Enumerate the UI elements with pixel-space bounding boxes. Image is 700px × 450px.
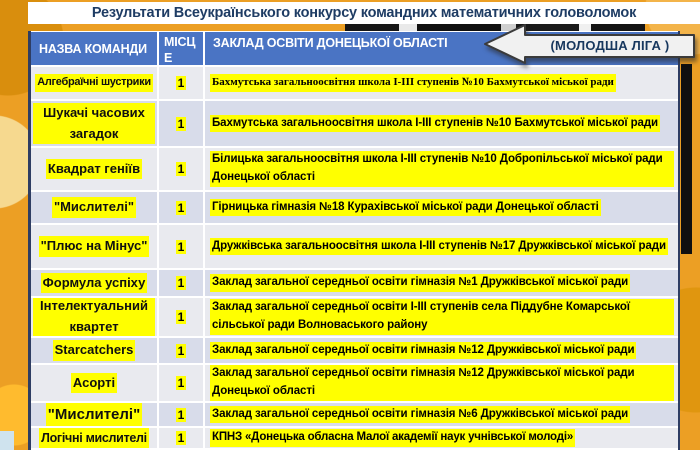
place-value: 1 [177,200,185,215]
place-value: 1 [177,239,185,254]
team-name-cell [31,403,159,426]
team-name: Алгебраїчні шустрики [35,74,153,92]
table-row [31,338,678,365]
table-body [31,67,678,450]
team-name: "Плюс на Мінус" [39,236,150,257]
team-name-cell [31,225,159,268]
institution-name: Заклад загальної середньої освіти гімназія №1 Дружківської міської ради [210,274,630,292]
place-value: 1 [177,343,185,358]
place-cell [159,67,205,99]
table-row [31,298,678,338]
team-name-cell [31,365,159,401]
table-row [31,403,678,428]
place-value: 1 [177,76,185,90]
place-cell [159,365,205,401]
place-value: 1 [177,116,185,131]
team-name: "Мислителі" [52,197,136,218]
institution-name: Дружківська загальноосвітня школа І-ІІІ ступенів №17 Дружківської міської ради [210,238,668,256]
results-table [28,31,680,450]
team-name-cell [31,101,159,146]
place-cell [159,270,205,296]
place-cell [159,148,205,190]
team-name: Starcatchers [53,340,136,361]
institution-name: Заклад загальної середньої освіти І-ІІІ ступенів села Піддубне Комарської сільської ради Волноваського району [210,299,674,335]
place-cell [159,403,205,426]
col-header-institution: ЗАКЛАД ОСВІТИ ДОНЕЦЬКОЇ ОБЛАСТІ [213,36,448,50]
team-name-cell [31,192,159,223]
table-row [31,67,678,101]
page-title: Результати Всеукраїнського конкурсу командних математичних головоломок [91,5,637,21]
table-row [31,428,678,450]
col-header-team: НАЗВА КОМАНДИ [31,32,159,65]
institution-cell [205,101,678,146]
institution-name: КПНЗ «Донецька обласна Малої академії наук учнівської молоді» [210,429,575,447]
institution-cell [205,403,678,426]
team-name: Квадрат геніїв [46,159,142,180]
col-header-place: МІСЦЕ [159,32,205,65]
institution-name: Білицька загальноосвітня школа І-ІІІ ступенів №10 Добропільської міської ради Донецької області [210,151,674,187]
table-row [31,101,678,148]
institution-name: Бахмутська загальноосвітня школа І-ІІІ ступенів №10 Бахмутської міської ради [210,74,616,91]
place-cell [159,101,205,146]
team-name: Формула успіху [41,273,148,294]
table-row [31,225,678,270]
table-row [31,148,678,192]
institution-name: Гірницька гімназія №18 Курахівської міської ради Донецької області [210,199,601,217]
team-name: Асорті [71,373,117,394]
place-value: 1 [177,376,185,390]
place-value: 1 [177,431,185,445]
team-name: Логічні мислителі [39,428,149,448]
place-value: 1 [177,162,185,176]
place-cell [159,298,205,336]
institution-cell [205,270,678,296]
place-cell [159,192,205,223]
team-name-cell [31,298,159,336]
title-bar [28,2,700,24]
institution-cell [205,192,678,223]
place-value: 1 [177,407,185,422]
team-name: Шукачі часових загадок [33,103,155,145]
table-row [31,192,678,225]
place-cell [159,428,205,448]
institution-name: Заклад загальної середньої освіти гімназія №12 Дружківської міської ради [210,342,636,360]
institution-cell [205,148,678,190]
place-cell [159,225,205,268]
table-row [31,270,678,298]
institution-name: Бахмутська загальноосвітня школа І-ІІІ ступенів №10 Бахмутської міської ради [210,115,660,133]
team-name-cell [31,67,159,99]
team-name-cell [31,270,159,296]
place-value: 1 [177,276,185,290]
team-name-cell [31,428,159,448]
background-corner-patch [0,431,14,450]
institution-name: Заклад загальної середньої освіти гімназія №6 Дружківської міської ради [210,406,630,424]
institution-cell [205,428,678,448]
institution-cell [205,225,678,268]
team-name: Інтелектуальний квартет [33,298,155,336]
table-row [31,365,678,403]
institution-name: Заклад загальної середньої освіти гімназія №12 Дружківської міської ради Донецької області [210,365,674,401]
institution-cell [205,298,678,336]
league-label: (МОЛОДША ЛІГА ) [550,38,670,53]
place-cell [159,338,205,363]
team-name-cell [31,148,159,190]
team-name-cell [31,338,159,363]
league-callout [483,22,697,66]
institution-cell [205,67,678,99]
institution-cell [205,338,678,363]
institution-cell [205,365,678,401]
background-photo-edge [681,64,692,254]
place-value: 1 [177,310,185,324]
team-name: "Мислителі" [46,403,142,426]
